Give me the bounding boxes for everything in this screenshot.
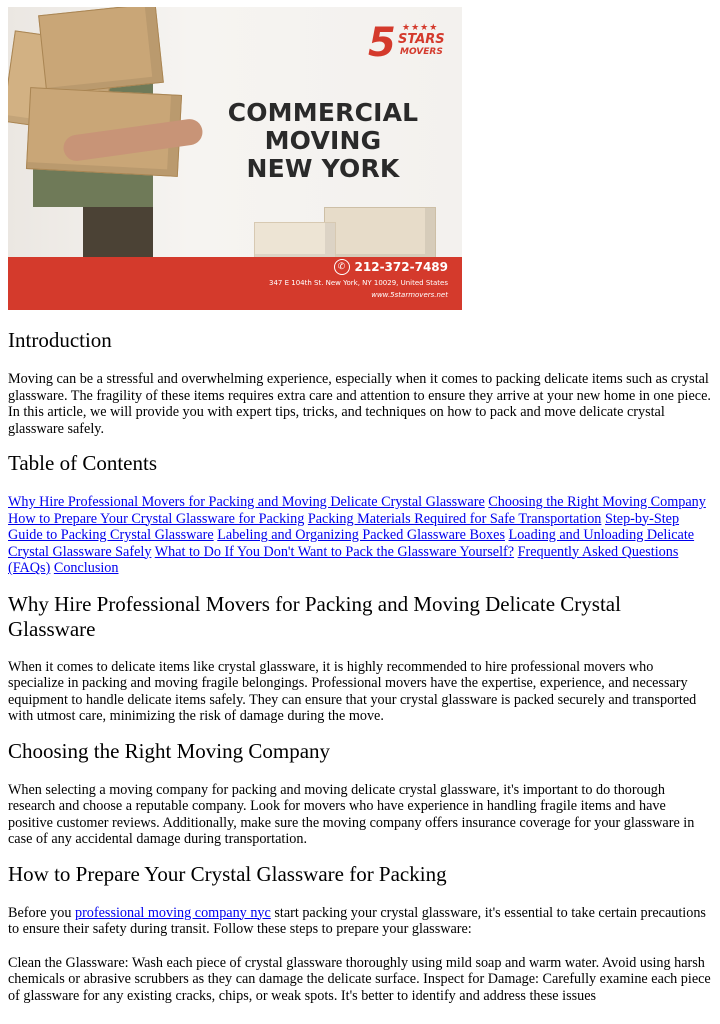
section-heading-introduction: Introduction [8,328,112,352]
website-text: www.5starmovers.net [371,291,448,299]
section-heading-table-of-contents: Table of Contents [8,451,157,475]
moving-company-link[interactable]: professional moving company nyc [74,904,271,921]
prepare-text-after: start packing your crystal glassware, it's essential to take certain precautions to ensure their safety during transit. Follow these steps to prepare your glassware: [8,904,706,937]
phone-row [258,259,458,275]
logo-stars-icon: ★★★★ [402,23,439,33]
document-page [0,7,720,1004]
toc-link[interactable]: Why Hire Professional Movers for Packing and Moving Delicate Crystal Glassware [8,494,485,510]
toc-link[interactable]: Choosing the Right Moving Company [488,494,706,510]
choosing-company-paragraph: When selecting a moving company for packing and moving delicate crystal glassware, it's important to do thorough research and choose a reputable company. Look for movers who have experience in handling fragile items and have positive customer reviews. Additionally, make sure the moving company offers insurance coverage for your glassware in case of any accidental damage during transportation. [8,781,695,847]
logo-subtitle: MOVERS [400,47,443,57]
logo-name: STARS [398,32,445,47]
section-heading-why-hire: Why Hire Professional Movers for Packing and Moving Delicate Crystal Glassware [8,591,621,641]
prepare-text-before: Before you [8,904,75,921]
address-text: 347 E 104th St. New York, NY 10029, United States [269,279,448,287]
hero-banner-image [8,7,462,310]
clean-glassware-paragraph: Clean the Glassware: Wash each piece of crystal glassware thoroughly using mild soap and warm water. Avoid using harsh chemicals or abrasive scrubbers as they can damage the delicate surface. Inspect for Damage: Carefully examine each piece of glassware for any existing cracks, chips, or weak spots. It's better to identify and address these issues [8,954,711,1004]
prepare-glassware-paragraph [8,905,712,938]
contact-info [258,259,458,299]
table-of-contents-links [8,494,712,577]
toc-link[interactable]: Labeling and Organizing Packed Glassware Boxes [217,527,505,543]
section-heading-prepare-glassware: How to Prepare Your Crystal Glassware for Packing [8,861,447,886]
hero-title-line: NEW YORK [246,154,400,183]
toc-link[interactable]: Frequently Asked Questions (FAQs) [8,543,679,576]
toc-link[interactable]: Loading and Unloading Delicate Crystal Glassware Safely [8,527,695,560]
hero-title [198,99,448,183]
cardboard-box [324,207,436,261]
why-hire-paragraph: When it comes to delicate items like crystal glassware, it is highly recommended to hire professional movers who specialize in packing and moving fragile belongings. Professional movers have the expertise, experience, and necessary equipment to handle delicate items safely. They can ensure that your crystal glassware is packed securely and transported with utmost care, minimizing the risk of damage during the move. [8,658,697,724]
cardboard-box [38,7,164,95]
hero-title-line: MOVING [264,126,382,155]
toc-link[interactable]: Step-by-Step Guide to Packing Crystal Glassware [8,510,680,543]
introduction-paragraph: Moving can be a stressful and overwhelming experience, especially when it comes to packing delicate items such as crystal glassware. The fragility of these items requires extra care and attention to ensure they arrive at your new home in one piece. In this article, we will provide you with expert tips, tricks, and techniques on how to pack and move delicate crystal glassware safely. [8,371,711,437]
hero-title-line: COMMERCIAL [227,98,419,127]
toc-link[interactable]: What to Do If You Don't Want to Pack the Glassware Yourself? [154,543,515,560]
section-heading-choosing-company: Choosing the Right Moving Company [8,738,331,763]
toc-link[interactable]: Packing Materials Required for Safe Transportation [307,510,602,527]
company-logo [366,21,456,65]
toc-link[interactable]: How to Prepare Your Crystal Glassware for Packing [8,510,305,527]
logo-number: 5 [368,20,396,66]
phone-number: 212-372-7489 [354,260,448,274]
phone-icon: ✆ [334,259,350,275]
cardboard-box [254,222,336,261]
toc-link[interactable]: Conclusion [53,560,119,576]
